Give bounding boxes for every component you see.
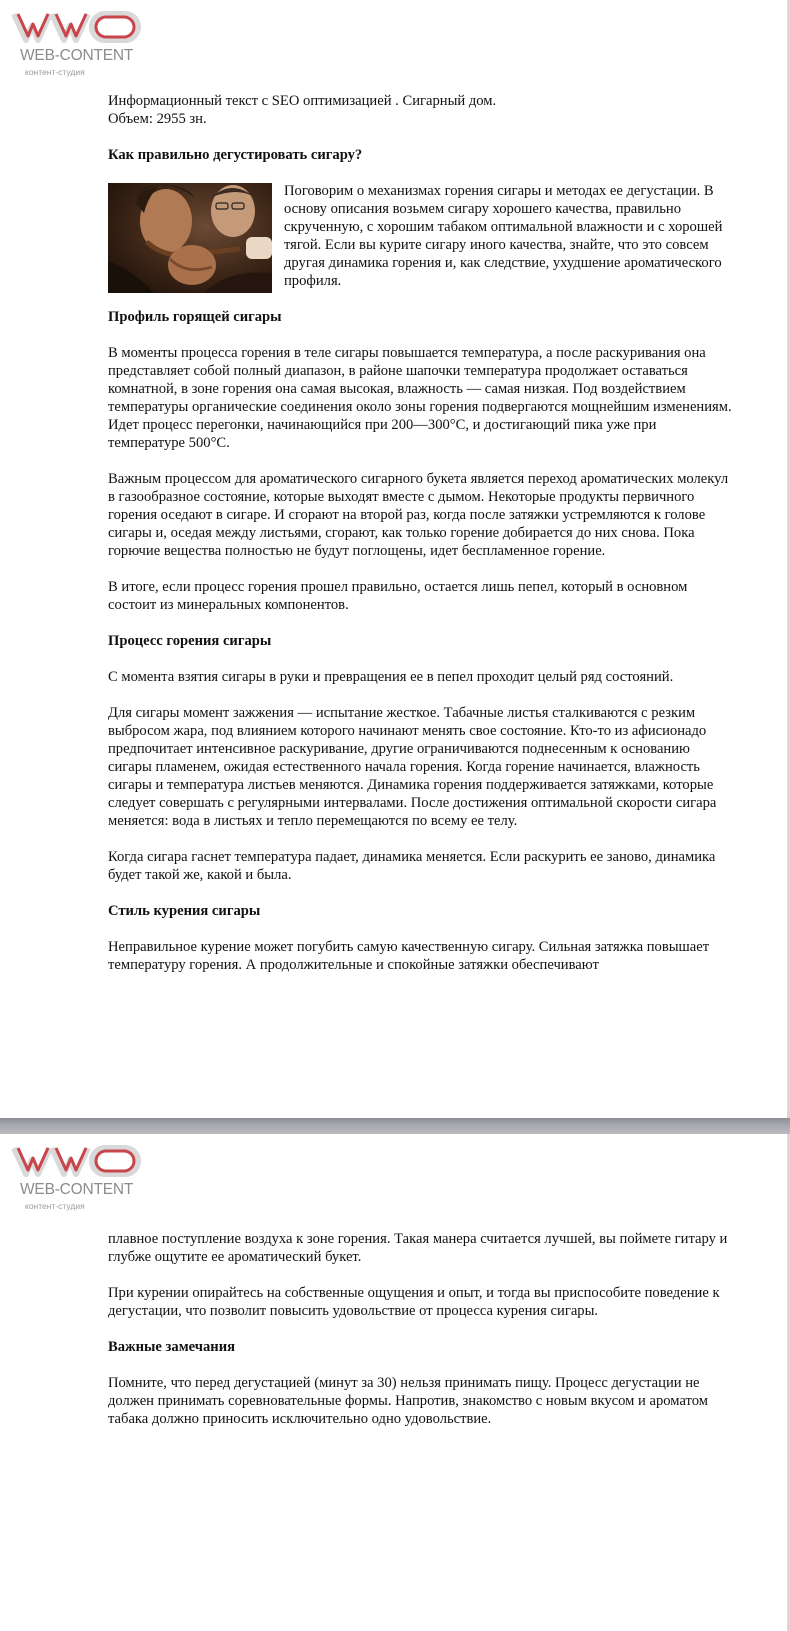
section-heading-smoking-style: Стиль курения сигары [108,903,261,919]
logo-title: WEB-CONTENT [20,1181,134,1198]
paragraph: Помните, что перед дегустацией (минут за 30) нельзя принимать пищу. Процесс дегустации не должен принимать соревновательные формы. Напротив, знакомство с новым вкусом и ароматом табака должно приносить исключительно одно удовольствие. [108,1375,708,1427]
web-content-logo [8,10,158,80]
paragraph: плавное поступление воздуха к зоне горения. Такая манера считается лучшей, вы поймете гитару и глубже ощутите ее ароматический букет. [108,1231,728,1265]
paragraph: Важным процессом для ароматического сигарного букета является переход ароматических молекул в газообразное состояние, которые выходят вместе с дымом. Некоторые продукты первичного горения оседают в сигаре. И сгорают на второй раз, когда после затяжки устремляются к голове сигары и, оседая между листьями, сгорают, как только горение добирается до них снова. Пока горючие вещества полностью не будут поглощены, идет беспламенное горение. [108,471,729,559]
document-content-page-2 [108,1230,733,1446]
section-heading-burning-process: Процесс горения сигары [108,633,272,649]
web-content-logo [8,1144,158,1214]
paragraph: В итоге, если процесс горения прошел правильно, остается лишь пепел, который в основном состоит из минеральных компонентов. [108,579,688,613]
document-page-2 [0,1134,787,1631]
wc-logo-mark-icon [8,1144,148,1180]
intro-line-1: Информационный текст с SEO оптимизацией . Сигарный дом. [108,93,497,109]
article-intro-paragraph: Поговорим о механизмах горения сигары и методах ее дегустации. В основу описания возьмем сигару хорошего качества, правильно скрученную, с хорошим табаком оптимальной влажности и с хорошей тягой. Если вы курите сигару иного качества, знайте, что это совсем другая динамика горения и, как следствие, ухудшение ароматического профиля. [284,183,723,289]
document-content-page-1 [108,92,733,992]
paragraph: Когда сигара гаснет температура падает, динамика меняется. Если раскурить ее заново, динамика будет такой же, какой и была. [108,849,716,883]
paragraph: При курении опирайтесь на собственные ощущения и опыт, и тогда вы приспособите поведение к дегустации, что позволит повысить удовольствие от процесса курения сигары. [108,1285,720,1319]
paragraph: В моменты процесса горения в теле сигары повышается температура, а после раскуривания она представляет собой полный диапазон, в районе шапочки температура продолжает оставаться комнатной, в зоне горения она самая высокая, влажность — самая низкая. Под воздействием температуры органические соединения около зоны горения подвергаются мощнейшим изменениям. Идет процесс перегонки, начинающийся при 200—300°С, и достигающий пика уже при температуре 500°С. [108,345,732,451]
paragraph: Неправильное курение может погубить самую качественную сигару. Сильная затяжка повышает температуру горения. А продолжительные и спокойные затяжки обеспечивают [108,939,710,973]
cigar-smokers-photo [108,183,272,293]
paragraph: Для сигары момент зажжения — испытание жесткое. Табачные листья сталкиваются с резким выбросом жара, под влиянием которого начинают менять свое состояние. Кто-то из афисионадо предпочитает интенсивное раскуривание, другие ограничиваются поднесенным к основанию сигары пламенем, ожидая естественного начала горения. Когда горение начинается, влажность сигары и температура листьев меняются. Динамика горения поддерживается затяжками, которые следует совершать с регулярными интервалами. После достижения оптимальной скорости сигара меняется: вода в листьях и тепло перемещаются по всему ее телу. [108,705,717,829]
logo-title: WEB-CONTENT [20,47,134,64]
intro-line-2: Объем: 2955 зн. [108,111,207,127]
section-heading-burning-profile: Профиль горящей сигары [108,309,282,325]
wc-logo-mark-icon [8,10,148,46]
page-separator [0,1118,790,1134]
section-heading-important-notes: Важные замечания [108,1339,235,1355]
logo-subtitle: контент-студия [25,67,85,77]
intro-block [108,92,733,128]
logo-subtitle: контент-студия [25,1201,85,1211]
paragraph: С момента взятия сигары в руки и превращения ее в пепел проходит целый ряд состояний. [108,669,674,685]
article-title: Как правильно дегустировать сигару? [108,147,363,163]
